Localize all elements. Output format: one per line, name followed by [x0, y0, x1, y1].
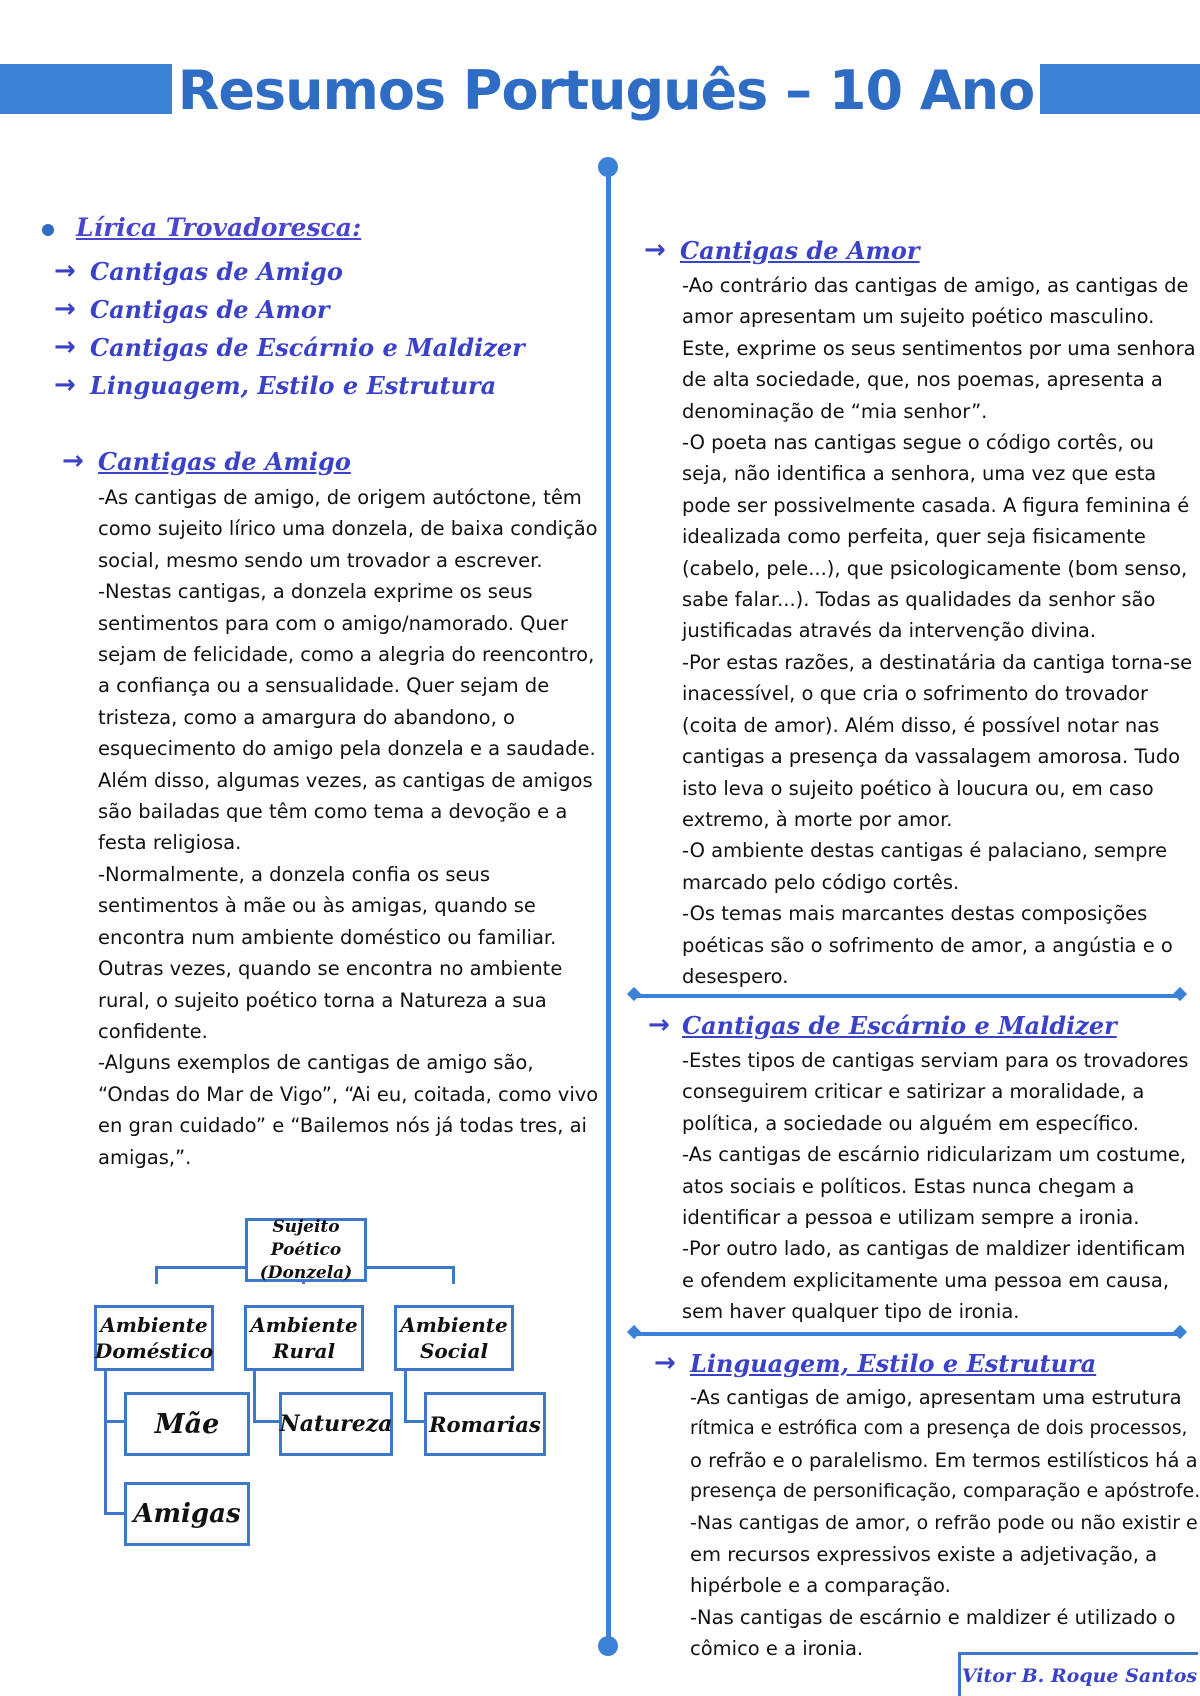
node-romarias: Romarias: [424, 1392, 546, 1456]
header-bar-right: [1040, 64, 1200, 114]
text-line: hipérbole e a comparação.: [690, 1574, 951, 1598]
text-line: “Ondas do Mar de Vigo”, “Ai eu, coitada, como vivo: [98, 1082, 599, 1106]
node-ambiente-domestico: Ambiente Doméstico: [94, 1305, 214, 1371]
outline-item-escarnio[interactable]: Cantigas de Escárnio e Maldizer: [90, 333, 525, 362]
text-line: -Estes tipos de cantigas serviam para os trovadores: [682, 1049, 1189, 1072]
arrow-icon: →: [54, 332, 76, 362]
node-ambiente-rural: Ambiente Rural: [244, 1305, 364, 1371]
text-line: isto leva o sujeito poético à loucura ou, em caso: [682, 776, 1154, 800]
text-line: -Nas cantigas de amor, o refrão pode ou não existir e: [690, 1511, 1198, 1534]
connector: [104, 1420, 126, 1423]
text-line: presença de personificação, comparação e apóstrofe.: [690, 1480, 1200, 1503]
text-line: a confiança ou a sensualidade. Quer sejam de: [98, 674, 550, 698]
divider-bottom-dot: [598, 1636, 618, 1656]
connector: [404, 1420, 426, 1423]
text-line: (coita de amor). Além disso, é possível notar nas: [682, 713, 1160, 737]
text-line: extremo, à morte por amor.: [682, 807, 953, 831]
section-separator: [634, 994, 1180, 998]
text-line: poéticas são o sofrimento de amor, a angústia e o: [682, 933, 1173, 957]
arrow-icon: →: [644, 235, 666, 265]
text-line: -Nas cantigas de escárnio e maldizer é utilizado o: [690, 1605, 1176, 1629]
text-line: seja, não identifica a senhora, uma vez que esta: [682, 462, 1157, 486]
section-title-linguagem: Linguagem, Estilo e Estrutura: [690, 1349, 1097, 1378]
text-line: como sujeito lírico uma donzela, de baixa condição: [98, 517, 598, 541]
text-line: e ofendem explicitamente uma pessoa em causa,: [682, 1268, 1170, 1292]
text-line: política, a sociedade ou alguém em específico.: [682, 1111, 1139, 1135]
escarnio-body: [682, 1045, 1198, 1328]
text-line: cômico e a ironia.: [690, 1637, 864, 1661]
connector: [404, 1368, 407, 1422]
text-line: sejam de felicidade, como a alegria do reencontro,: [98, 643, 595, 667]
arrow-icon: →: [54, 294, 76, 324]
node-natureza: Natureza: [279, 1392, 393, 1456]
text-line: Outras vezes, quando se encontra no ambiente: [98, 957, 563, 981]
linguagem-body: [690, 1382, 1200, 1665]
section-title-amor: Cantigas de Amor: [680, 236, 920, 265]
text-line: (cabelo, pele...), que psicologicamente (bom senso,: [682, 556, 1188, 580]
text-line: -O poeta nas cantigas segue o código cortês, ou: [682, 431, 1154, 455]
text-line: -Por outro lado, as cantigas de maldizer identificam: [682, 1237, 1186, 1261]
node-mae: Mãe: [124, 1392, 250, 1456]
text-line: rural, o sujeito poético torna a Natureza a sua: [98, 988, 547, 1012]
text-line: -Por estas razões, a destinatária da cantiga torna-se: [682, 650, 1193, 674]
outline-bullet: [42, 224, 54, 236]
connector: [253, 1420, 281, 1423]
text-line: cantigas a presença da vassalagem amorosa. Tudo: [682, 745, 1181, 769]
connector: [452, 1266, 455, 1284]
outline-item-amigo[interactable]: Cantigas de Amigo: [90, 257, 343, 286]
text-line: tristeza, como a amargura do abandono, o: [98, 705, 515, 729]
outline-item-linguagem[interactable]: Linguagem, Estilo e Estrutura: [90, 371, 497, 400]
divider-top-dot: [598, 157, 618, 177]
text-line: sentimentos para com o amigo/namorado. Quer: [98, 611, 568, 635]
section-title-escarnio: Cantigas de Escárnio e Maldizer: [682, 1011, 1117, 1040]
text-line: o refrão e o paralelismo. Em termos estilísticos há a: [690, 1448, 1198, 1472]
text-line: sabe falar...). Todas as qualidades da senhor são: [682, 588, 1156, 612]
text-line: encontra num ambiente doméstico ou familiar.: [98, 925, 557, 949]
center-divider: [606, 167, 611, 1647]
text-line: social, mesmo sendo um trovador a escrever.: [98, 548, 543, 572]
author-signature: Vitor B. Roque Santos: [958, 1652, 1198, 1696]
text-line: atos sociais e políticos. Estas nunca chegam a: [682, 1174, 1135, 1198]
text-line: -O ambiente destas cantigas é palaciano, sempre: [682, 839, 1168, 863]
node-ambiente-social: Ambiente Social: [394, 1305, 514, 1371]
text-line: desespero.: [682, 964, 789, 988]
text-line: pode ser possivelmente casada. A figura feminina é: [682, 493, 1190, 517]
text-line: Além disso, algumas vezes, as cantigas de amigos: [98, 768, 593, 792]
text-line: Este, exprime os seus sentimentos por uma senhora: [682, 336, 1196, 360]
text-line: -Alguns exemplos de cantigas de amigo são,: [98, 1051, 534, 1075]
arrow-icon: →: [54, 256, 76, 286]
text-line: -Os temas mais marcantes destas composições: [682, 902, 1148, 926]
text-line: amigas,”.: [98, 1145, 192, 1169]
text-line: -Normalmente, a donzela confia os seus: [98, 862, 490, 886]
text-line: en gran cuidado” e “Bailemos nós já todas tres, ai: [98, 1114, 587, 1138]
text-line: justificadas através da intervenção divina.: [682, 619, 1097, 643]
text-line: em recursos expressivos existe a adjetivação, a: [690, 1543, 1158, 1567]
text-line: -Ao contrário das cantigas de amigo, as cantigas de: [682, 274, 1189, 297]
arrow-icon: →: [54, 370, 76, 400]
text-line: esquecimento do amigo pela donzela e a saudade.: [98, 737, 596, 761]
text-line: de alta sociedade, que, nos poemas, apresenta a: [682, 368, 1163, 392]
text-line: denominação de “mia senhor”.: [682, 399, 988, 423]
text-line: sem haver qualquer tipo de ironia.: [682, 1300, 1020, 1324]
connector: [253, 1368, 256, 1422]
header-bar-left: [0, 64, 172, 114]
text-line: sentimentos à mãe ou às amigas, quando se: [98, 894, 536, 918]
text-line: -As cantigas de amigo, apresentam uma estrutura: [690, 1386, 1182, 1409]
text-line: amor apresentam um sujeito poético masculino.: [682, 305, 1155, 329]
text-line: festa religiosa.: [98, 831, 242, 855]
node-sujeito-poetico: Sujeito Poético (Donzela): [245, 1218, 367, 1282]
arrow-icon: →: [62, 446, 84, 476]
text-line: -Nestas cantigas, a donzela exprime os seus: [98, 580, 533, 604]
text-line: identificar a pessoa e utilizam sempre a ironia.: [682, 1206, 1140, 1230]
arrow-icon: →: [654, 1348, 676, 1378]
connector: [104, 1368, 107, 1514]
connector: [104, 1512, 126, 1515]
outline-heading: Lírica Trovadoresca:: [76, 213, 362, 242]
arrow-icon: →: [648, 1010, 670, 1040]
amigo-body: [98, 482, 598, 1173]
section-title-amigo: Cantigas de Amigo: [98, 447, 351, 476]
text-line: -As cantigas de amigo, de origem autóctone, têm: [98, 486, 582, 509]
text-line: marcado pelo código cortês.: [682, 870, 960, 894]
text-line: confidente.: [98, 1019, 208, 1043]
text-line: inacessível, o que cria o sofrimento do trovador: [682, 682, 1149, 706]
text-line: conseguirem criticar e satirizar a moralidade, a: [682, 1080, 1145, 1104]
text-line: idealizada como perfeita, quer seja fisicamente: [682, 525, 1146, 549]
amor-body: [682, 270, 1198, 992]
text-line: são bailadas que têm como tema a devoção e a: [98, 800, 568, 824]
node-amigas: Amigas: [124, 1482, 250, 1546]
page-title: Resumos Português – 10 Ano: [177, 59, 1035, 122]
connector: [155, 1266, 158, 1284]
text-line: rítmica e estrófica com a presença de dois processos,: [690, 1418, 1188, 1440]
text-line: -As cantigas de escárnio ridicularizam um costume,: [682, 1143, 1187, 1167]
section-separator: [634, 1332, 1180, 1336]
outline-item-amor[interactable]: Cantigas de Amor: [90, 295, 330, 324]
